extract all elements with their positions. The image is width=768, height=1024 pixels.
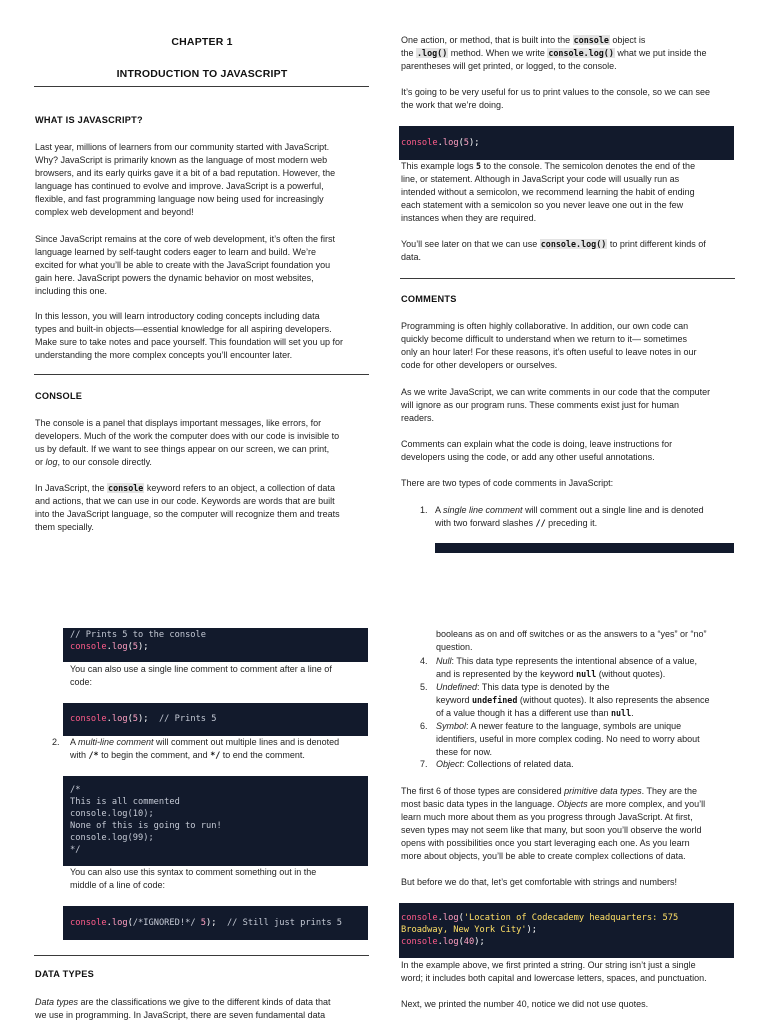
horizontal-rule (34, 374, 369, 375)
text-line: instances when they are required. (401, 213, 537, 223)
text-line: keyword undefined (without quotes). It also represents the absence (436, 695, 710, 705)
text-line: word; it includes both capital and lowercase letters, spaces, and punctuation. (401, 973, 707, 983)
text-line: and is represented by the keyword null (without quotes). (436, 669, 666, 679)
text-line: There are two types of code comments in JavaScript: (401, 478, 614, 488)
list-number: 2. (52, 737, 60, 747)
section-heading-comments: COMMENTS (401, 294, 457, 304)
text-line: A single line comment will comment out a single line and is denoted (435, 505, 704, 515)
text-line: But before we do that, let’s get comfortable with strings and numbers! (401, 877, 677, 887)
code-token-num: 40 (463, 937, 475, 947)
emphasis-text: Undefined (436, 682, 478, 692)
list-number: 5. (420, 682, 428, 692)
text-line: including this one. (35, 286, 108, 296)
text-line: In JavaScript, the console keyword refers to an object, a collection of data (35, 483, 335, 493)
code-line (70, 820, 368, 832)
text-line: Null: This data type represents the intentional absence of a value, (436, 656, 698, 666)
text-line: the .log() method. When we write console.log() what we put inside the (401, 48, 707, 58)
emphasis-text: single line comment (443, 505, 523, 515)
list-item-continuation (436, 628, 706, 654)
list-item-text (70, 736, 339, 762)
inline-code: console.log() (548, 48, 614, 58)
text-line: the work that we’re doing. (401, 100, 504, 110)
text-line: line, or statement. Although in JavaScript your code will usually run as (401, 174, 680, 184)
paragraph (35, 482, 340, 534)
code-token-punc: ); (474, 937, 485, 947)
section-heading-console: CONSOLE (35, 391, 83, 401)
code-token-cmt: /* (70, 785, 81, 795)
text-line: developers using the code, or add any other useful annotations. (401, 452, 655, 462)
code-token-fn: log (442, 937, 459, 947)
code-token-obj: console (401, 913, 438, 923)
text-line: these for now. (436, 747, 493, 757)
code-token-fn: log (111, 918, 128, 928)
list-number: 7. (420, 759, 428, 769)
code-token-punc: ( (458, 937, 464, 947)
code-block (63, 906, 368, 940)
inline-code: console.log() (540, 239, 607, 249)
code-term: null (610, 708, 632, 718)
text-line: with two forward slashes // preceding it. (435, 518, 598, 528)
code-token-str: 'Location of Codecademy headquarters: 575 (463, 913, 679, 923)
text-line: learn much more about them as you progress through JavaScript. At first, (401, 812, 693, 822)
paragraph (401, 34, 706, 73)
code-line (70, 713, 368, 725)
text-line: You can also use a single line comment to comment after a line of (70, 664, 332, 674)
code-term: */ (210, 750, 221, 760)
text-line: excited for what you’ll be able to create with the JavaScript foundation you (35, 260, 331, 270)
emphasis-text: Object (436, 759, 463, 769)
text-line: seven types may not seem like that many, but soon you’ll observe the world (401, 825, 702, 835)
inline-code: console (573, 35, 609, 45)
text-line: them specially. (35, 522, 94, 532)
text-line: language has continued to evolve and improve. JavaScript is a powerful, (35, 181, 324, 191)
section-heading-what-is-javascript: WHAT IS JAVASCRIPT? (35, 115, 143, 125)
paragraph (401, 160, 695, 225)
emphasis-text: Null (436, 656, 452, 666)
list-item-text (436, 758, 574, 771)
list-number: 6. (420, 721, 428, 731)
code-token-obj: console (70, 714, 107, 724)
code-line (70, 784, 368, 796)
emphasis-text: Objects (557, 799, 588, 809)
code-token-punc: ( (127, 642, 133, 652)
list-number: 4. (420, 656, 428, 666)
text-line: Next, we printed the number 40, notice we did not use quotes. (401, 999, 649, 1009)
emphasis-text: Symbol (436, 721, 467, 731)
code-line (401, 912, 734, 924)
paragraph (70, 663, 332, 689)
text-line: In this lesson, you will learn introductory coding concepts including data (35, 311, 320, 321)
list-item-text (436, 681, 710, 720)
text-line: more about objects, you’ll be able to create complex collections of data. (401, 851, 686, 861)
text-line: or log, to our console directly. (35, 457, 152, 467)
paragraph (401, 86, 710, 112)
code-token-punc: . (106, 642, 112, 652)
code-block (63, 703, 368, 736)
code-token-cmt: console.log(10); (70, 809, 154, 819)
text-line: with /* to begin the comment, and */ to end the comment. (70, 750, 305, 760)
text-line: gain here. JavaScript powers the dynamic behavior on most websites, (35, 273, 314, 283)
text-line: developers. Much of the work the computer does with our code is invisible to (35, 431, 340, 441)
text-line: understanding the more complex concepts you’ll encounter later. (35, 350, 293, 360)
code-token-num: 5 (200, 918, 207, 928)
paragraph (401, 998, 648, 1011)
code-term: 5 (476, 161, 482, 171)
code-token-punc: ( (458, 913, 464, 923)
code-token-fn: log (111, 714, 128, 724)
text-line: This example logs 5 to the console. The semicolon denotes the end of the (401, 161, 696, 171)
chapter-title: INTRODUCTION TO JAVASCRIPT (116, 68, 288, 80)
code-token-punc: ); (138, 642, 149, 652)
code-block (63, 776, 368, 866)
text-line: most basic data types in the language. Objects are more complex, and you’ll (401, 799, 706, 809)
code-token-fn: log (442, 913, 459, 923)
text-line: intended without a semicolon, we recommend learning the habit of ending (401, 187, 695, 197)
code-token-obj: console (401, 138, 438, 148)
text-line: browsers, and its early quirks gave it a bit of a bad reputation. However, the (35, 168, 336, 178)
text-line: code for other developers or ourselves. (401, 360, 558, 370)
paragraph (70, 866, 316, 892)
text-line: Object: Collections of related data. (436, 759, 574, 769)
code-line (70, 629, 368, 641)
code-line (70, 844, 368, 856)
paragraph (401, 477, 613, 490)
text-line: complex web development and beyond! (35, 207, 194, 217)
paragraph (401, 785, 705, 863)
list-item-text (436, 720, 700, 759)
text-line: quickly become difficult to understand when we return to it— sometimes (401, 334, 687, 344)
text-line: It’s going to be very useful for us to print values to the console, so we can see (401, 87, 711, 97)
text-line: flexible, and fast programming language now being used for increasingly (35, 194, 324, 204)
code-token-cmt: // Prints 5 to the console (70, 630, 206, 640)
paragraph (401, 959, 707, 985)
code-block (63, 628, 368, 662)
code-token-punc: ); (206, 918, 227, 928)
code-token-punc: ( (458, 138, 464, 148)
code-line (401, 137, 734, 149)
text-line: types and built-in objects—essential knowledge for all aspiring developers. (35, 324, 332, 334)
code-token-punc: . (437, 138, 443, 148)
code-token-punc: . (106, 918, 112, 928)
code-token-cmt: */ (70, 845, 81, 855)
code-token-cmt: // Prints 5 (158, 714, 217, 724)
text-line: readers. (401, 413, 435, 423)
text-line: The console is a panel that displays important messages, like errors, for (35, 418, 322, 428)
text-line: You’ll see later on that we can use console.log() to print different kinds of (401, 239, 706, 249)
emphasis-text: multi-line comment (78, 737, 154, 747)
paragraph (401, 386, 710, 425)
code-token-cmt: /*IGNORED!*/ (132, 918, 196, 928)
text-line: Undefined: This data type is denoted by the (436, 682, 610, 692)
code-token-obj: console (70, 642, 107, 652)
code-line (70, 917, 368, 929)
code-line (70, 796, 368, 808)
list-item-text (436, 655, 697, 681)
code-token-str: Broadway, New York City' (401, 925, 527, 935)
paragraph (35, 233, 335, 298)
paragraph (35, 996, 331, 1022)
inline-code: .log() (417, 48, 448, 58)
text-line: Programming is often highly collaborative. In addition, our own code can (401, 321, 689, 331)
text-line: One action, or method, that is built into the console object is (401, 35, 646, 45)
code-token-fn: log (111, 642, 128, 652)
code-token-num: 5 (132, 714, 139, 724)
paragraph (35, 310, 343, 362)
code-token-punc: . (437, 913, 443, 923)
paragraph (35, 141, 335, 219)
code-block (399, 126, 734, 160)
code-term: /* (88, 750, 99, 760)
code-token-punc: . (106, 714, 112, 724)
code-token-fn: log (442, 138, 459, 148)
code-line (401, 924, 734, 936)
text-line: and actions, that we can use in our code. Keywords are words that are built (35, 496, 335, 506)
text-line: question. (436, 642, 473, 652)
text-line: language learned by self-taught coders eager to learn and build. We’re (35, 247, 317, 257)
text-line: Make sure to take notes and pace yourself. This foundation will set you up for (35, 337, 344, 347)
text-line: booleans as on and off switches or as the answers to a “yes” or “no” (436, 629, 707, 639)
text-line: middle of a line of code: (70, 880, 166, 890)
horizontal-rule (400, 278, 735, 279)
text-line: Symbol: A newer feature to the language, symbols are unique (436, 721, 682, 731)
text-line: data. (401, 252, 422, 262)
text-line: A multi-line comment will comment out multiple lines and is denoted (70, 737, 340, 747)
code-line (70, 641, 368, 653)
text-line: Since JavaScript remains at the core of web development, it’s often the first (35, 234, 335, 244)
code-token-num: 5 (463, 138, 470, 148)
text-line: each statement with a semicolon so you never leave one out in the few (401, 200, 684, 210)
chapter-label: CHAPTER 1 (171, 36, 233, 48)
code-token-punc: ); (526, 925, 537, 935)
list-item-text (435, 504, 704, 530)
text-line: Comments can explain what the code is doing, leave instructions for (401, 439, 673, 449)
paragraph (401, 238, 706, 264)
text-line: parentheses will get printed, or logged, to the console. (401, 61, 617, 71)
code-token-punc: ); (138, 714, 159, 724)
text-line: into the JavaScript language, so the computer will recognize them and treats (35, 509, 340, 519)
code-token-punc: ( (127, 714, 133, 724)
code-token-cmt: None of this is going to run! (70, 821, 222, 831)
code-token-punc: ); (469, 138, 480, 148)
paragraph (401, 876, 677, 889)
text-line: code: (70, 677, 93, 687)
paragraph (35, 417, 339, 469)
code-line (70, 832, 368, 844)
code-term: null (576, 669, 597, 679)
emphasis-text: log (45, 457, 58, 467)
text-line: identifiers, useful in more complex coding. No need to worry about (436, 734, 700, 744)
code-term: undefined (472, 695, 518, 705)
text-line: You can also use this syntax to comment something out in the (70, 867, 317, 877)
code-token-obj: console (70, 918, 107, 928)
code-term: // (535, 518, 546, 528)
text-line: Data types are the classifications we give to the different kinds of data that (35, 997, 331, 1007)
inline-code: console (108, 483, 144, 493)
text-line: we use in programming. In JavaScript, there are seven fundamental data (35, 1010, 326, 1020)
paragraph (401, 438, 672, 464)
code-token-cmt: // Still just prints 5 (226, 918, 343, 928)
text-line: Why? JavaScript is primarily known as the language of most modern web (35, 155, 328, 165)
code-block-truncated (435, 543, 734, 553)
text-line: will ignore as our program runs. These comments exist just for human (401, 400, 679, 410)
paragraph (401, 320, 697, 372)
text-line: In the example above, we first printed a string. Our string isn’t just a single (401, 960, 696, 970)
horizontal-rule (34, 86, 369, 87)
list-number: 1. (420, 505, 428, 515)
code-line (70, 808, 368, 820)
text-line: opens with possibilities once you start leveraging each one. As you learn (401, 838, 690, 848)
code-token-obj: console (401, 937, 438, 947)
emphasis-text: primitive data types (564, 786, 642, 796)
text-line: Last year, millions of learners from our community started with JavaScript. (35, 142, 330, 152)
code-token-num: 5 (132, 642, 139, 652)
horizontal-rule (34, 955, 369, 956)
code-token-cmt: This is all commented (70, 797, 180, 807)
code-token-punc: ( (127, 918, 133, 928)
emphasis-text: Data types (35, 997, 79, 1007)
text-line: us by default. If we want to see things appear on our screen, we can print, (35, 444, 330, 454)
text-line: As we write JavaScript, we can write comments in our code that the computer (401, 387, 711, 397)
page-2 (0, 600, 768, 1024)
code-token-punc: . (437, 937, 443, 947)
text-line: of a value though it has a different use than null. (436, 708, 634, 718)
section-heading-data-types: DATA TYPES (35, 969, 94, 979)
code-block (399, 903, 734, 958)
code-token-cmt: console.log(99); (70, 833, 154, 843)
text-line: only an hour later! For these reasons, it’s often useful to leave notes in our (401, 347, 697, 357)
text-line: The first 6 of those types are considered primitive data types. They are the (401, 786, 698, 796)
code-line (401, 936, 734, 948)
